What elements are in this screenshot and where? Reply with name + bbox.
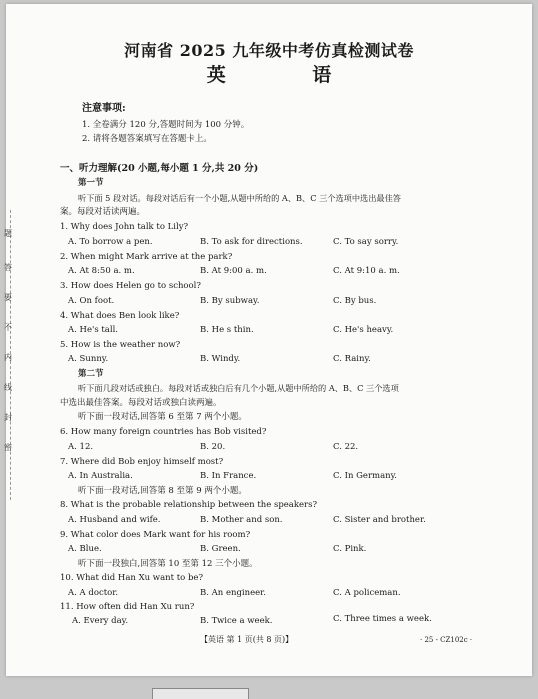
option-c: C. By bus. bbox=[333, 296, 377, 306]
option-a: A. Sunny. bbox=[68, 354, 109, 364]
binding-char: 答 bbox=[4, 263, 12, 272]
question: 11. How often did Han Xu run? bbox=[60, 602, 195, 612]
section-heading: 一、听力理解(20 小题,每小题 1 分,共 20 分) bbox=[60, 163, 259, 174]
sub-instruction: 听下面一段独白,回答第 10 至第 12 三个小题。 bbox=[78, 559, 258, 569]
question: 2. When might Mark arrive at the park? bbox=[60, 252, 233, 262]
option-b: B. Twice a week. bbox=[200, 616, 273, 626]
part-label: 第二节 bbox=[78, 369, 104, 379]
option-c: C. He's heavy. bbox=[333, 325, 394, 335]
binding-char: 要 bbox=[4, 293, 12, 302]
question: 1. Why does John talk to Lily? bbox=[60, 222, 189, 232]
notice-item: 2. 请将各题答案填写在答题卡上。 bbox=[82, 134, 212, 144]
notice-title: 注意事项: bbox=[82, 103, 126, 114]
question: 9. What color does Mark want for his room? bbox=[60, 530, 251, 540]
binding-char: 封 bbox=[4, 413, 12, 422]
sub-instruction: 听下面一段对话,回答第 6 至第 7 两个小题。 bbox=[78, 412, 247, 422]
option-a: A. To borrow a pen. bbox=[68, 237, 153, 247]
sub-instruction: 听下面一段对话,回答第 8 至第 9 两个小题。 bbox=[78, 486, 247, 496]
binding-char: 内 bbox=[4, 353, 12, 362]
instruction: 案。每段对话读两遍。 bbox=[60, 207, 146, 217]
option-a: A. At 8:50 a. m. bbox=[68, 266, 135, 276]
question: 3. How does Helen go to school? bbox=[60, 281, 201, 291]
option-b: B. Windy. bbox=[200, 354, 241, 364]
option-a: A. Every day. bbox=[72, 616, 129, 626]
question: 5. How is the weather now? bbox=[60, 340, 181, 350]
question: 6. How many foreign countries has Bob visited? bbox=[60, 427, 267, 437]
part-label: 第一节 bbox=[78, 178, 104, 188]
question: 8. What is the probable relationship between the speakers? bbox=[60, 500, 318, 510]
instruction: 听下面几段对话或独白。每段对话或独白后有几个小题,从题中所给的 A、B、C 三个选项 bbox=[78, 383, 399, 393]
option-b: B. Green. bbox=[200, 544, 241, 554]
option-b: B. 20. bbox=[200, 442, 226, 452]
option-c: C. Three times a week. bbox=[333, 614, 432, 624]
question: 4. What does Ben look like? bbox=[60, 311, 180, 321]
option-a: A. Blue. bbox=[68, 544, 102, 554]
option-c: C. To say sorry. bbox=[333, 237, 399, 247]
subject-title: 英 语 bbox=[206, 64, 372, 86]
question: 7. Where did Bob enjoy himself most? bbox=[60, 457, 224, 467]
binding-char: 不 bbox=[4, 323, 12, 332]
binding-char: 线 bbox=[4, 383, 12, 392]
option-a: A. In Australia. bbox=[68, 471, 133, 481]
option-b: B. In France. bbox=[200, 471, 257, 481]
option-b: B. At 9:00 a. m. bbox=[200, 266, 267, 276]
option-a: A. Husband and wife. bbox=[68, 515, 161, 525]
option-a: A. A doctor. bbox=[68, 588, 119, 598]
notice-item: 1. 全卷满分 120 分,答题时间为 100 分钟。 bbox=[82, 120, 250, 130]
option-a: A. He's tall. bbox=[68, 325, 119, 335]
page-number: 【英语 第 1 页(共 8 页)】 bbox=[200, 635, 294, 644]
question: 10. What did Han Xu want to be? bbox=[60, 573, 204, 583]
exam-code: · 25 - CZ102c · bbox=[420, 636, 473, 644]
option-b: B. To ask for directions. bbox=[200, 237, 303, 247]
option-c: C. At 9:10 a. m. bbox=[333, 266, 400, 276]
viewer-tab bbox=[152, 688, 249, 699]
binding-char: 题 bbox=[4, 229, 12, 238]
option-c: C. Pink. bbox=[333, 544, 367, 554]
option-c: C. A policeman. bbox=[333, 588, 401, 598]
option-c: C. In Germany. bbox=[333, 471, 397, 481]
option-a: A. 12. bbox=[68, 442, 94, 452]
option-b: B. By subway. bbox=[200, 296, 260, 306]
exam-title: 河南省 2025 九年级中考仿真检测试卷 bbox=[124, 41, 414, 60]
option-a: A. On foot. bbox=[68, 296, 115, 306]
option-c: C. Rainy. bbox=[333, 354, 371, 364]
instruction: 中选出最佳答案。每段对话或独白读两遍。 bbox=[60, 398, 222, 408]
option-b: B. He s thin. bbox=[200, 325, 254, 335]
option-b: B. An engineer. bbox=[200, 588, 266, 598]
option-b: B. Mother and son. bbox=[200, 515, 283, 525]
option-c: C. 22. bbox=[333, 442, 359, 452]
instruction: 听下面 5 段对话。每段对话后有一个小题,从题中所给的 A、B、C 三个选项中选出最佳答 bbox=[78, 193, 401, 203]
binding-char: 密 bbox=[4, 443, 12, 452]
option-c: C. Sister and brother. bbox=[333, 515, 426, 525]
